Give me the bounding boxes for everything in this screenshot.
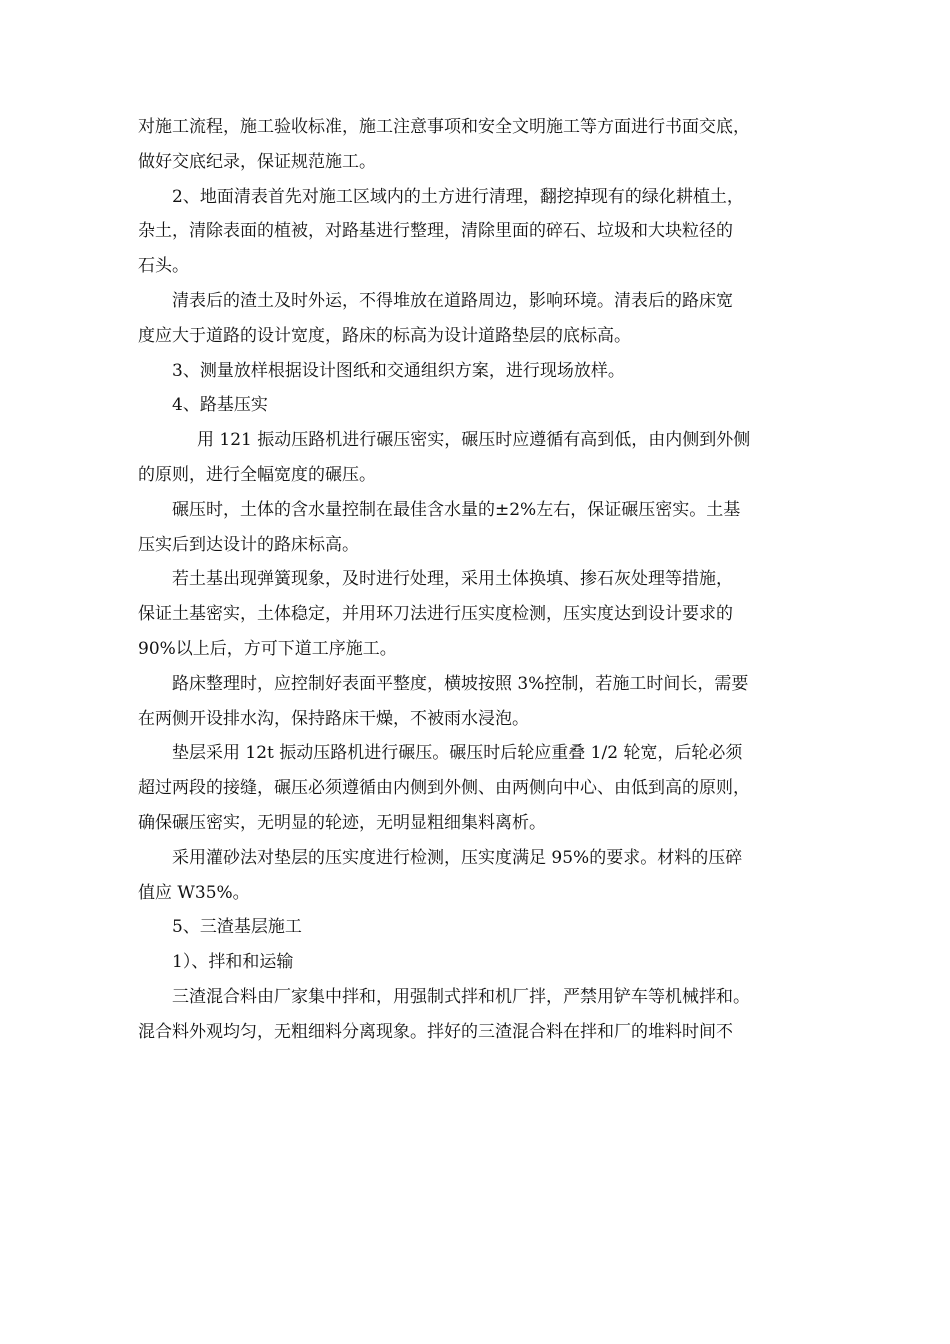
text-line: 保证土基密实，土体稳定，并用环刀法进行压实度检测，压实度达到设计要求的 xyxy=(138,604,733,625)
text-line: 在两侧开设排水沟，保持路床干燥，不被雨水浸泡。 xyxy=(138,708,529,729)
section-heading-4: 4、路基压实 xyxy=(172,395,268,416)
text-line: 90%以上后，方可下道工序施工。 xyxy=(138,638,397,659)
text-line: 对施工流程，施工验收标准，施工注意事项和安全文明施工等方面进行书面交底， xyxy=(138,117,750,137)
text-line: 石头。 xyxy=(138,256,189,277)
text-line: 杂土，清除表面的植被，对路基进行整理，清除里面的碎石、垃圾和大块粒径的 xyxy=(138,221,733,242)
text-line: 垫层采用 12t 振动压路机进行碾压。碾压时后轮应重叠 1/2 轮宽，后轮必须 xyxy=(172,743,743,764)
text-line: 路床整理时，应控制好表面平整度，横坡按照 3%控制，若施工时间长，需要 xyxy=(172,673,749,694)
text-line: 采用灌砂法对垫层的压实度进行检测，压实度满足 95%的要求。材料的压碎 xyxy=(172,847,743,868)
text-line: 碾压时，土体的含水量控制在最佳含水量的±2%左右，保证碾压密实。土基 xyxy=(172,499,741,520)
section-heading-5: 5、三渣基层施工 xyxy=(172,917,302,938)
subsection-heading-1: 1）、拌和和运输 xyxy=(172,952,294,973)
text-line: 三渣混合料由厂家集中拌和，用强制式拌和机厂拌，严禁用铲车等机械拌和。 xyxy=(172,986,750,1007)
text-line: 清表后的渣土及时外运，不得堆放在道路周边，影响环境。清表后的路床宽 xyxy=(172,290,733,311)
text-line: 压实后到达设计的路床标高。 xyxy=(138,534,359,555)
text-line: 超过两段的接缝，碾压必须遵循由内侧到外侧、由两侧向中心、由低到高的原则， xyxy=(138,778,750,799)
paragraph-heading-3: 3、测量放样根据设计图纸和交通组织方案，进行现场放样。 xyxy=(172,360,625,381)
paragraph-heading-2: 2、地面清表首先对施工区域内的土方进行清理，翻挖掉现有的绿化耕植土， xyxy=(172,186,744,207)
text-line: 度应大于道路的设计宽度，路床的标高为设计道路垫层的底标高。 xyxy=(138,325,631,346)
text-line: 确保碾压密实，无明显的轮迹，无明显粗细集料离析。 xyxy=(138,812,546,833)
document-body xyxy=(138,110,828,1050)
text-line: 做好交底纪录，保证规范施工。 xyxy=(138,151,376,172)
text-line: 值应 W35%。 xyxy=(138,882,250,903)
text-line: 混合料外观均匀，无粗细料分离现象。拌好的三渣混合料在拌和厂的堆料时间不 xyxy=(138,1021,733,1042)
text-line: 的原则，进行全幅宽度的碾压。 xyxy=(138,464,376,485)
text-line: 用 121 振动压路机进行碾压密实，碾压时应遵循有高到低，由内侧到外侧 xyxy=(197,430,751,451)
text-line: 若土基出现弹簧现象，及时进行处理，采用土体换填、掺石灰处理等措施， xyxy=(172,569,733,590)
